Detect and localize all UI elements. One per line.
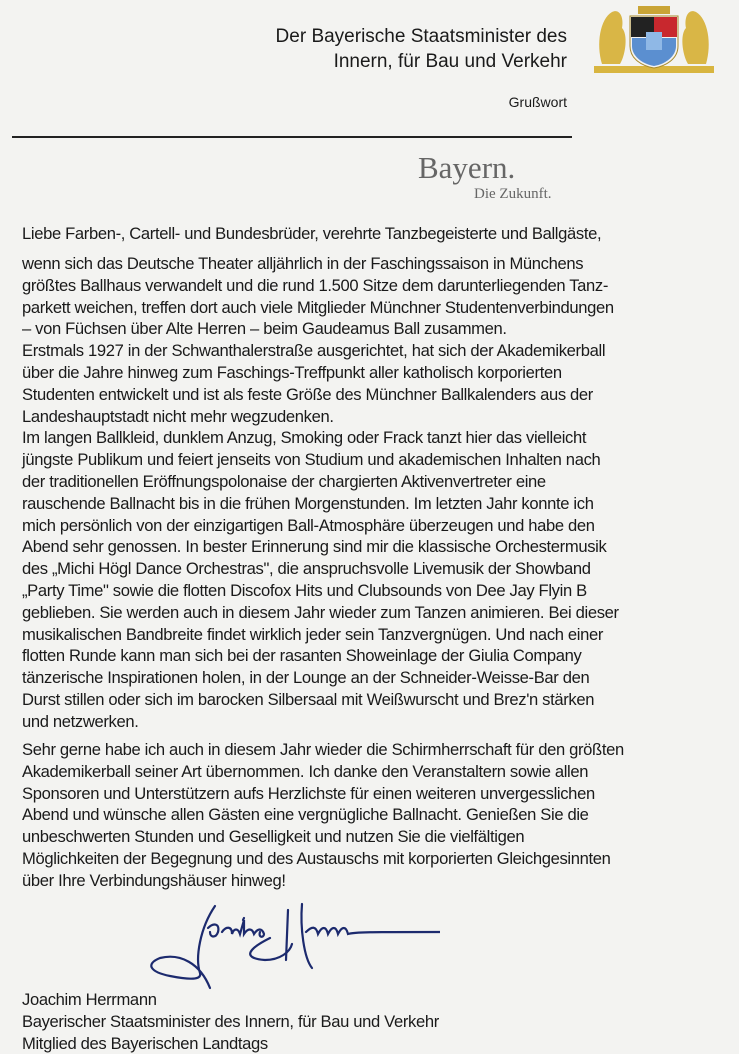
body-line: über die Jahre hinweg zum Faschings-Treffpunkt aller katholisch korporierten	[22, 362, 562, 382]
letterhead-title	[276, 24, 567, 74]
body-line: wenn sich das Deutsche Theater alljährlich in der Faschingssaison in Münchens	[22, 254, 584, 273]
closing-paragraph	[22, 739, 624, 892]
body-line: Abend sehr genossen. In bester Erinnerung sind mir die klassische Orchestermusik	[22, 537, 607, 557]
handwritten-signature	[140, 898, 440, 998]
bayern-logo-tagline: Die Zukunft.	[474, 186, 552, 202]
body-line: – von Füchsen über Alte Herren – beim Gaudeamus Ball zusammen.	[22, 319, 507, 339]
body-line: rauschende Ballnacht bis in die frühen Morgenstunden. Im letzten Jahr konnte ich	[22, 493, 594, 513]
closing-line: unbeschwerten Stunden und Geselligkeit und nutzen Sie die vielfältigen	[22, 827, 525, 847]
body-paragraph	[22, 253, 619, 733]
body-line: Durst stillen oder sich im barocken Silbersaal mit Weißwurscht und Brez'n stärken	[22, 689, 595, 709]
body-line: Erstmals 1927 in der Schwanthalerstraße ausgerichtet, hat sich der Akademikerball	[22, 341, 606, 361]
body-line: Im langen Ballkleid, dunklem Anzug, Smoking oder Frack tanzt hier das vielleicht	[22, 428, 587, 448]
body-line: geblieben. Sie werden auch in diesem Jahr wieder zum Tanzen animieren. Bei dieser	[22, 602, 619, 622]
header-divider	[12, 136, 572, 138]
document-type-label: Grußwort	[508, 94, 567, 110]
bavarian-coat-of-arms-icon	[594, 4, 714, 74]
body-line: jüngste Publikum und feiert jenseits von Studium und akademischen Inhalten nach	[22, 450, 601, 470]
body-line: Studenten entwickelt und ist als feste Größe des Münchner Ballkalenders aus der	[22, 384, 593, 404]
closing-line: Abend und wünsche allen Gästen eine vergnügliche Ballnacht. Genießen Sie die	[22, 805, 589, 825]
body-line: des „Michi Högl Dance Orchestras", die anspruchsvolle Livemusik der Showband	[22, 559, 591, 579]
bayern-logo-text: Bayern.	[418, 150, 516, 185]
closing-line: Akademikerball seiner Art übernommen. Ich danke den Veranstaltern sowie allen	[22, 761, 589, 781]
body-line: „Party Time" sowie die flotten Discofox Hits und Clubsounds von Dee Jay Flyin B	[22, 580, 587, 600]
closing-line: über Ihre Verbindungshäuser hinweg!	[22, 870, 286, 890]
body-line: parkett weichen, treffen dort auch viele Mitglieder Münchner Studentenverbindungen	[22, 297, 614, 317]
body-line: tänzerische Inspirationen holen, in der Lounge an der Schneider-Weisse-Bar den	[22, 668, 590, 688]
closing-line: Sehr gerne habe ich auch in diesem Jahr wieder die Schirmherrschaft für den größten	[22, 740, 624, 759]
letterhead-title-line: Der Bayerische Staatsminister des	[275, 26, 567, 47]
salutation: Liebe Farben-, Cartell- und Bundesbrüder, verehrte Tanzbegeisterte und Ballgäste,	[22, 224, 602, 243]
signatory-name: Joachim Herrmann	[22, 990, 157, 1009]
closing-line: Sponsoren und Unterstützern aufs Herzlichste für einen weiteren unvergesslichen	[22, 783, 595, 803]
letterhead-title-line: Innern, für Bau und Verkehr	[333, 51, 567, 72]
signatory-membership: Mitglied des Bayerischen Landtags	[22, 1033, 268, 1053]
closing-line: Möglichkeiten der Begegnung und des Austauschs mit korporierten Gleichgesinnten	[22, 848, 611, 868]
body-line: Landeshauptstadt nicht mehr wegzudenken.	[22, 406, 334, 426]
signatory-role: Bayerischer Staatsminister des Innern, für Bau und Verkehr	[22, 1011, 439, 1031]
body-line: musikalischen Bandbreite findet wirklich jeder sein Tanzvergnügen. Und nach einer	[22, 624, 604, 644]
body-line: flotten Runde kann man sich bei der rasanten Showeinlage der Giulia Company	[22, 646, 582, 666]
body-line: und netzwerken.	[22, 711, 139, 731]
body-line: mich persönlich von der einzigartigen Ball-Atmosphäre überzeugen und habe den	[22, 515, 595, 535]
body-line: größtes Ballhaus verwandelt und die rund 1.500 Sitze dem darunterliegenden Tanz-	[22, 275, 609, 295]
signatory-block	[22, 989, 439, 1054]
body-line: der traditionellen Eröffnungspolonaise der chargierten Aktivenvertreter eine	[22, 471, 546, 491]
